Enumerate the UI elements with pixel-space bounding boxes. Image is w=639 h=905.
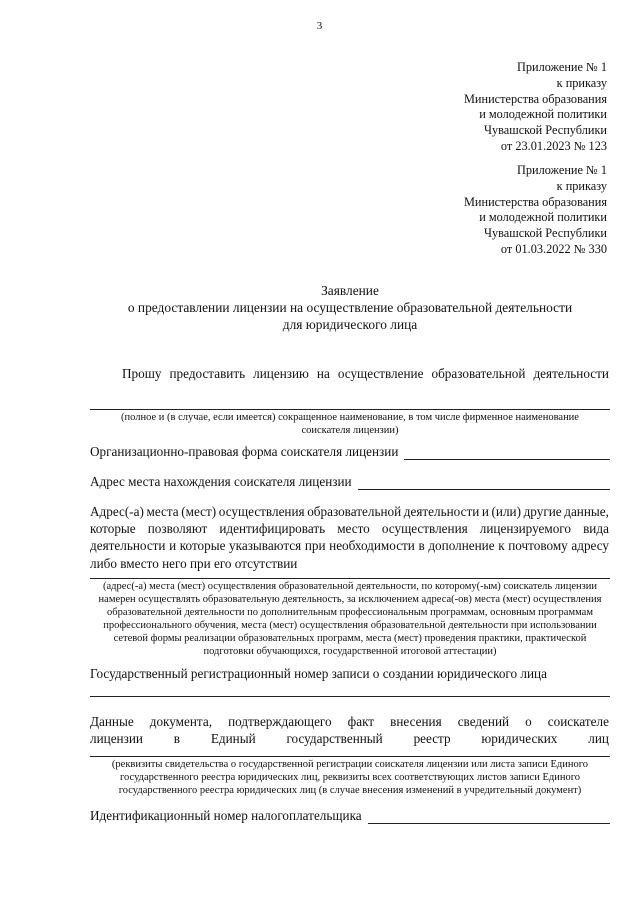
appendix-line: Приложение № 1 <box>516 163 607 177</box>
address-field <box>90 474 610 490</box>
legal-form-fill-line[interactable] <box>404 446 610 460</box>
egrul-fill-line[interactable] <box>90 756 610 757</box>
appendix-line: Министерства образования <box>464 194 607 209</box>
legal-form-label: Организационно-правовая форма соискателя лицензии <box>90 444 399 459</box>
inn-fill-line[interactable] <box>368 810 610 824</box>
name-fill-line[interactable] <box>90 409 610 410</box>
activity-address-fill-line[interactable] <box>90 578 610 579</box>
appendix-line: Чувашской Республики <box>483 123 607 138</box>
appendix-line: к приказу <box>556 178 607 193</box>
title-line-1: Заявление <box>321 283 379 298</box>
title-line-3: для юридического лица <box>282 316 418 332</box>
activity-address-paragraph <box>90 503 609 572</box>
appendix-line: Чувашской Республики <box>483 226 607 241</box>
legal-form-field <box>90 444 610 460</box>
request-line <box>122 366 609 382</box>
request-word: Прошу <box>122 366 162 381</box>
request-word: лицензию <box>253 366 309 381</box>
appendix-line: и молодежной политики <box>479 107 607 122</box>
ogrn-fill-line[interactable] <box>90 696 610 697</box>
appendix-line: и молодежной политики <box>479 210 607 225</box>
paragraph-line: Данные документа, подтверждающего факт внесения сведений о соискателе <box>90 714 609 729</box>
inn-label: Идентификационный номер налогоплательщика <box>90 808 362 823</box>
appendix-line: от 23.01.2023 № 123 <box>500 138 607 153</box>
paragraph-line: деятельности и которые указываются при необходимости в дополнение к почтовому адресу <box>90 538 609 554</box>
appendix-line: от 01.03.2022 № 330 <box>500 241 607 256</box>
paragraph-line: которые позволяют идентифицировать место осуществления лицензируемого вида <box>90 521 609 537</box>
document-title <box>60 283 639 333</box>
paragraph-line: либо вместо него при его отсутствии <box>90 555 298 571</box>
egrul-hint: (реквизиты свидетельства о государственной регистрации соискателя лицензии или листа записи Единого государственного реестра юридических лиц, реквизиты всех соответствующих листов записи Единого государственного реестра юридических лиц (в случае внесения изменений в учредительный документ) <box>111 759 589 797</box>
inn-field <box>90 808 610 824</box>
appendix-line: Министерства образования <box>464 91 607 106</box>
egrul-paragraph <box>90 713 609 747</box>
activity-address-hint: (адрес(-а) места (мест) осуществления образовательной деятельности, по которому(-ым) соискатель лицензии намерен осуществлять образовательную деятельность, за исключением адреса(-ов) места (мест) осуществления образовательной деятельности по дополнительным профессиональным программам, основным программам профессионального обучения, места (мест) осуществления образовательной деятельности при использовании сетевой формы реализации образовательных программ, места (мест) проведения практики, практической подготовки обучающихся, государственной итоговой аттестации) <box>98 581 602 658</box>
request-word: образовательной <box>431 366 526 381</box>
request-word: предоставить <box>169 366 246 381</box>
appendix-line: Приложение № 1 <box>516 60 607 74</box>
ogrn-label: Государственный регистрационный номер записи о создании юридического лица <box>90 666 547 681</box>
appendix-block-2 <box>464 163 607 258</box>
request-word: на <box>316 366 330 381</box>
paragraph-line: лицензии в Единый государственный реестр юридических лиц <box>90 731 609 747</box>
appendix-block-1 <box>464 60 607 155</box>
title-line-2: о предоставлении лицензии на осуществление образовательной деятельности <box>127 299 573 315</box>
name-hint: (полное и (в случае, если имеется) сокращенное наименование, в том числе фирменное наименование соискателя лицензии) <box>121 412 579 437</box>
request-word: осуществление <box>337 366 424 381</box>
address-fill-line[interactable] <box>358 476 610 490</box>
page-number: 3 <box>316 20 323 32</box>
address-label: Адрес места нахождения соискателя лицензии <box>90 474 352 489</box>
appendix-line: к приказу <box>556 75 607 90</box>
request-word: деятельности <box>533 366 609 381</box>
paragraph-line: Адрес(-а) места (мест) осуществления образовательной деятельности и (или) другие данные, <box>90 504 609 519</box>
